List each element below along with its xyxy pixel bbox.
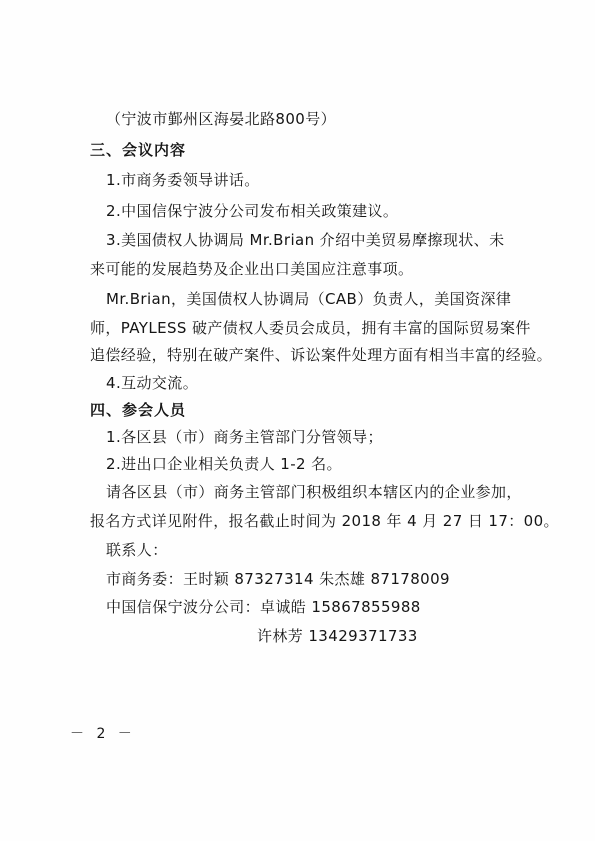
meeting-item-1: 1.市商务委领导讲话。	[106, 171, 260, 189]
speaker-bio-line-1: Mr.Brian，美国债权人协调局（CAB）负责人，美国资深律	[106, 290, 512, 308]
page-number: － 2 －	[70, 726, 136, 742]
contact-sinosure-secondary: 许林芳 13429371733	[257, 627, 418, 645]
meeting-item-3-line-1: 3.美国债权人协调局 Mr.Brian 介绍中美贸易摩擦现状、未	[106, 231, 505, 249]
speaker-bio-line-3: 追偿经验，特别在破产案件、诉讼案件处理方面有相当丰富的经验。	[90, 346, 553, 364]
contacts-label: 联系人：	[106, 541, 168, 559]
meeting-item-4: 4.互动交流。	[106, 374, 199, 392]
attendee-item-2: 2.进出口企业相关负责人 1-2 名。	[106, 455, 342, 473]
speaker-bio-line-2: 师，PAYLESS 破产债权人委员会成员，拥有丰富的国际贸易案件	[90, 319, 531, 337]
attendee-item-1: 1.各区县（市）商务主管部门分管领导；	[106, 428, 383, 446]
meeting-address: （宁波市鄞州区海晏北路800号）	[106, 110, 337, 128]
registration-note-line-2: 报名方式详见附件，报名截止时间为 2018 年 4 月 27 日 17：00。	[90, 512, 559, 530]
contact-commerce-bureau: 市商务委：王时颖 87327314 朱杰雄 87178009	[106, 570, 451, 588]
meeting-item-2: 2.中国信保宁波分公司发布相关政策建议。	[106, 202, 399, 220]
section-meeting-content-heading: 三、会议内容	[90, 141, 187, 159]
meeting-item-3-line-2: 来可能的发展趋势及企业出口美国应注意事项。	[90, 260, 414, 278]
registration-note-line-1: 请各区县（市）商务主管部门积极组织本辖区内的企业参加，	[106, 483, 522, 501]
contact-sinosure-primary: 中国信保宁波分公司：卓诚皓 15867855988	[106, 598, 421, 616]
section-attendees-heading: 四、参会人员	[90, 401, 187, 419]
